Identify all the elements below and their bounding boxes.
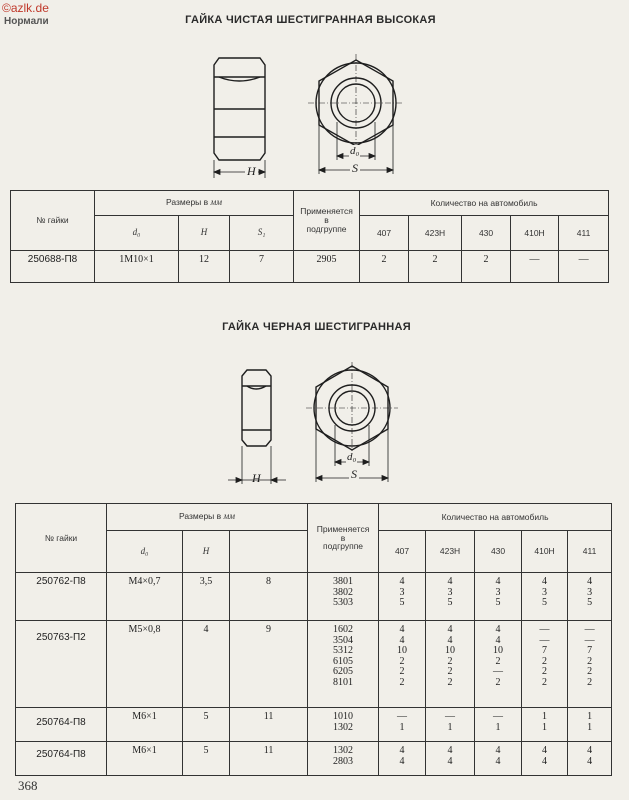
nut-h: 3,5 — [183, 573, 230, 621]
label-s-1: S — [352, 161, 358, 175]
qty-410n: — — [511, 251, 559, 283]
header-sizes: Размеры в мм — [95, 191, 294, 216]
qty-410n: 1 1 — [522, 708, 568, 742]
header-model-411: 411 — [559, 216, 609, 251]
nut-d0: М5×0,8 — [107, 621, 183, 708]
qty-423n: — 1 — [426, 708, 475, 742]
header-model-423n: 423Н — [409, 216, 462, 251]
nut-s: 7 — [230, 251, 294, 283]
nut-number: 250764-П8 — [16, 742, 107, 776]
nut-h: 5 — [183, 708, 230, 742]
nut-s: 11 — [230, 742, 308, 776]
table-row — [11, 251, 609, 283]
header-used-in: Применяется в подгруппе — [308, 504, 379, 573]
header-number: № гайки — [11, 191, 95, 251]
header-quantity: Количество на автомобиль — [379, 504, 612, 531]
nut-h: 12 — [179, 251, 230, 283]
nut-high-side-view — [196, 52, 288, 182]
label-d0-1: d₀ — [350, 145, 360, 157]
qty-407: 4 4 10 2 2 2 — [379, 621, 426, 708]
qty-407: — 1 — [379, 708, 426, 742]
header-model-430: 430 — [475, 531, 522, 573]
qty-407: 4 3 5 — [379, 573, 426, 621]
nut-black-table — [15, 503, 612, 776]
qty-430: — 1 — [475, 708, 522, 742]
table-row — [16, 708, 612, 742]
header-model-411: 411 — [568, 531, 612, 573]
qty-410n: 4 3 5 — [522, 573, 568, 621]
nut-d0: М6×1 — [107, 742, 183, 776]
nut-subgroups: 2905 — [294, 251, 360, 283]
header-h: H — [179, 216, 230, 251]
qty-410n: — — 7 2 2 2 — [522, 621, 568, 708]
qty-407: 2 — [360, 251, 409, 283]
qty-430: 2 — [462, 251, 511, 283]
header-d0: d₀ — [107, 531, 183, 573]
qty-423n: 4 3 5 — [426, 573, 475, 621]
header-s: S₁ — [230, 216, 294, 251]
page-number: 368 — [18, 778, 38, 793]
qty-430: 4 4 — [475, 742, 522, 776]
table-row — [16, 573, 612, 621]
nut-h: 4 — [183, 621, 230, 708]
section1-title: ГАЙКА ЧИСТАЯ ШЕСТИГРАННАЯ ВЫСОКАЯ — [185, 14, 436, 26]
qty-423n: 2 — [409, 251, 462, 283]
header-model-423n: 423Н — [426, 531, 475, 573]
qty-411: 1 1 — [568, 708, 612, 742]
nut-number: 250762-П8 — [16, 573, 107, 621]
nut-subgroups: 3801 3802 5303 — [308, 573, 379, 621]
table-row — [16, 621, 612, 708]
qty-423n: 4 4 — [426, 742, 475, 776]
label-h-1: H — [247, 164, 256, 178]
qty-410n: 4 4 — [522, 742, 568, 776]
nut-subgroups: 1602 3504 5312 6105 6205 8101 — [308, 621, 379, 708]
nut-d0: М4×0,7 — [107, 573, 183, 621]
nut-d0: 1М10×1 — [95, 251, 179, 283]
header-model-410n: 410Н — [522, 531, 568, 573]
nut-s: 11 — [230, 708, 308, 742]
qty-423n: 4 4 10 2 2 2 — [426, 621, 475, 708]
nut-s: 9 — [230, 621, 308, 708]
nut-subgroups: 1302 2803 — [308, 742, 379, 776]
nut-subgroups: 1010 1302 — [308, 708, 379, 742]
label-d0-2: d₀ — [347, 451, 357, 463]
header-s — [230, 531, 308, 573]
nut-number: 250688-П8 — [11, 251, 95, 283]
header-model-410n: 410Н — [511, 216, 559, 251]
nut-s: 8 — [230, 573, 308, 621]
table-row — [16, 742, 612, 776]
header-model-407: 407 — [379, 531, 426, 573]
header-number: № гайки — [16, 504, 107, 573]
header-quantity: Количество на автомобиль — [360, 191, 609, 216]
nut-number: 250764-П8 — [16, 708, 107, 742]
qty-430: 4 4 10 2 — 2 — [475, 621, 522, 708]
header-model-407: 407 — [360, 216, 409, 251]
qty-411: 4 3 5 — [568, 573, 612, 621]
label-s-2: S — [351, 467, 357, 481]
qty-430: 4 3 5 — [475, 573, 522, 621]
label-h-2: H — [252, 471, 261, 485]
qty-411: — — [559, 251, 609, 283]
header-h: H — [183, 531, 230, 573]
page-header: Нормали — [4, 16, 49, 27]
qty-411: — — 7 2 2 2 — [568, 621, 612, 708]
header-used-in: Применяется в подгруппе — [294, 191, 360, 251]
nut-high-table — [10, 190, 609, 283]
nut-d0: М6×1 — [107, 708, 183, 742]
nut-number: 250763-П2 — [16, 621, 107, 708]
section2-title: ГАЙКА ЧЕРНАЯ ШЕСТИГРАННАЯ — [222, 321, 411, 333]
qty-407: 4 4 — [379, 742, 426, 776]
header-sizes: Размеры в мм — [107, 504, 308, 531]
qty-411: 4 4 — [568, 742, 612, 776]
nut-black-side-view — [228, 362, 288, 488]
header-model-430: 430 — [462, 216, 511, 251]
header-d0: d₀ — [95, 216, 179, 251]
nut-h: 5 — [183, 742, 230, 776]
watermark: ©azlk.de — [2, 1, 49, 15]
